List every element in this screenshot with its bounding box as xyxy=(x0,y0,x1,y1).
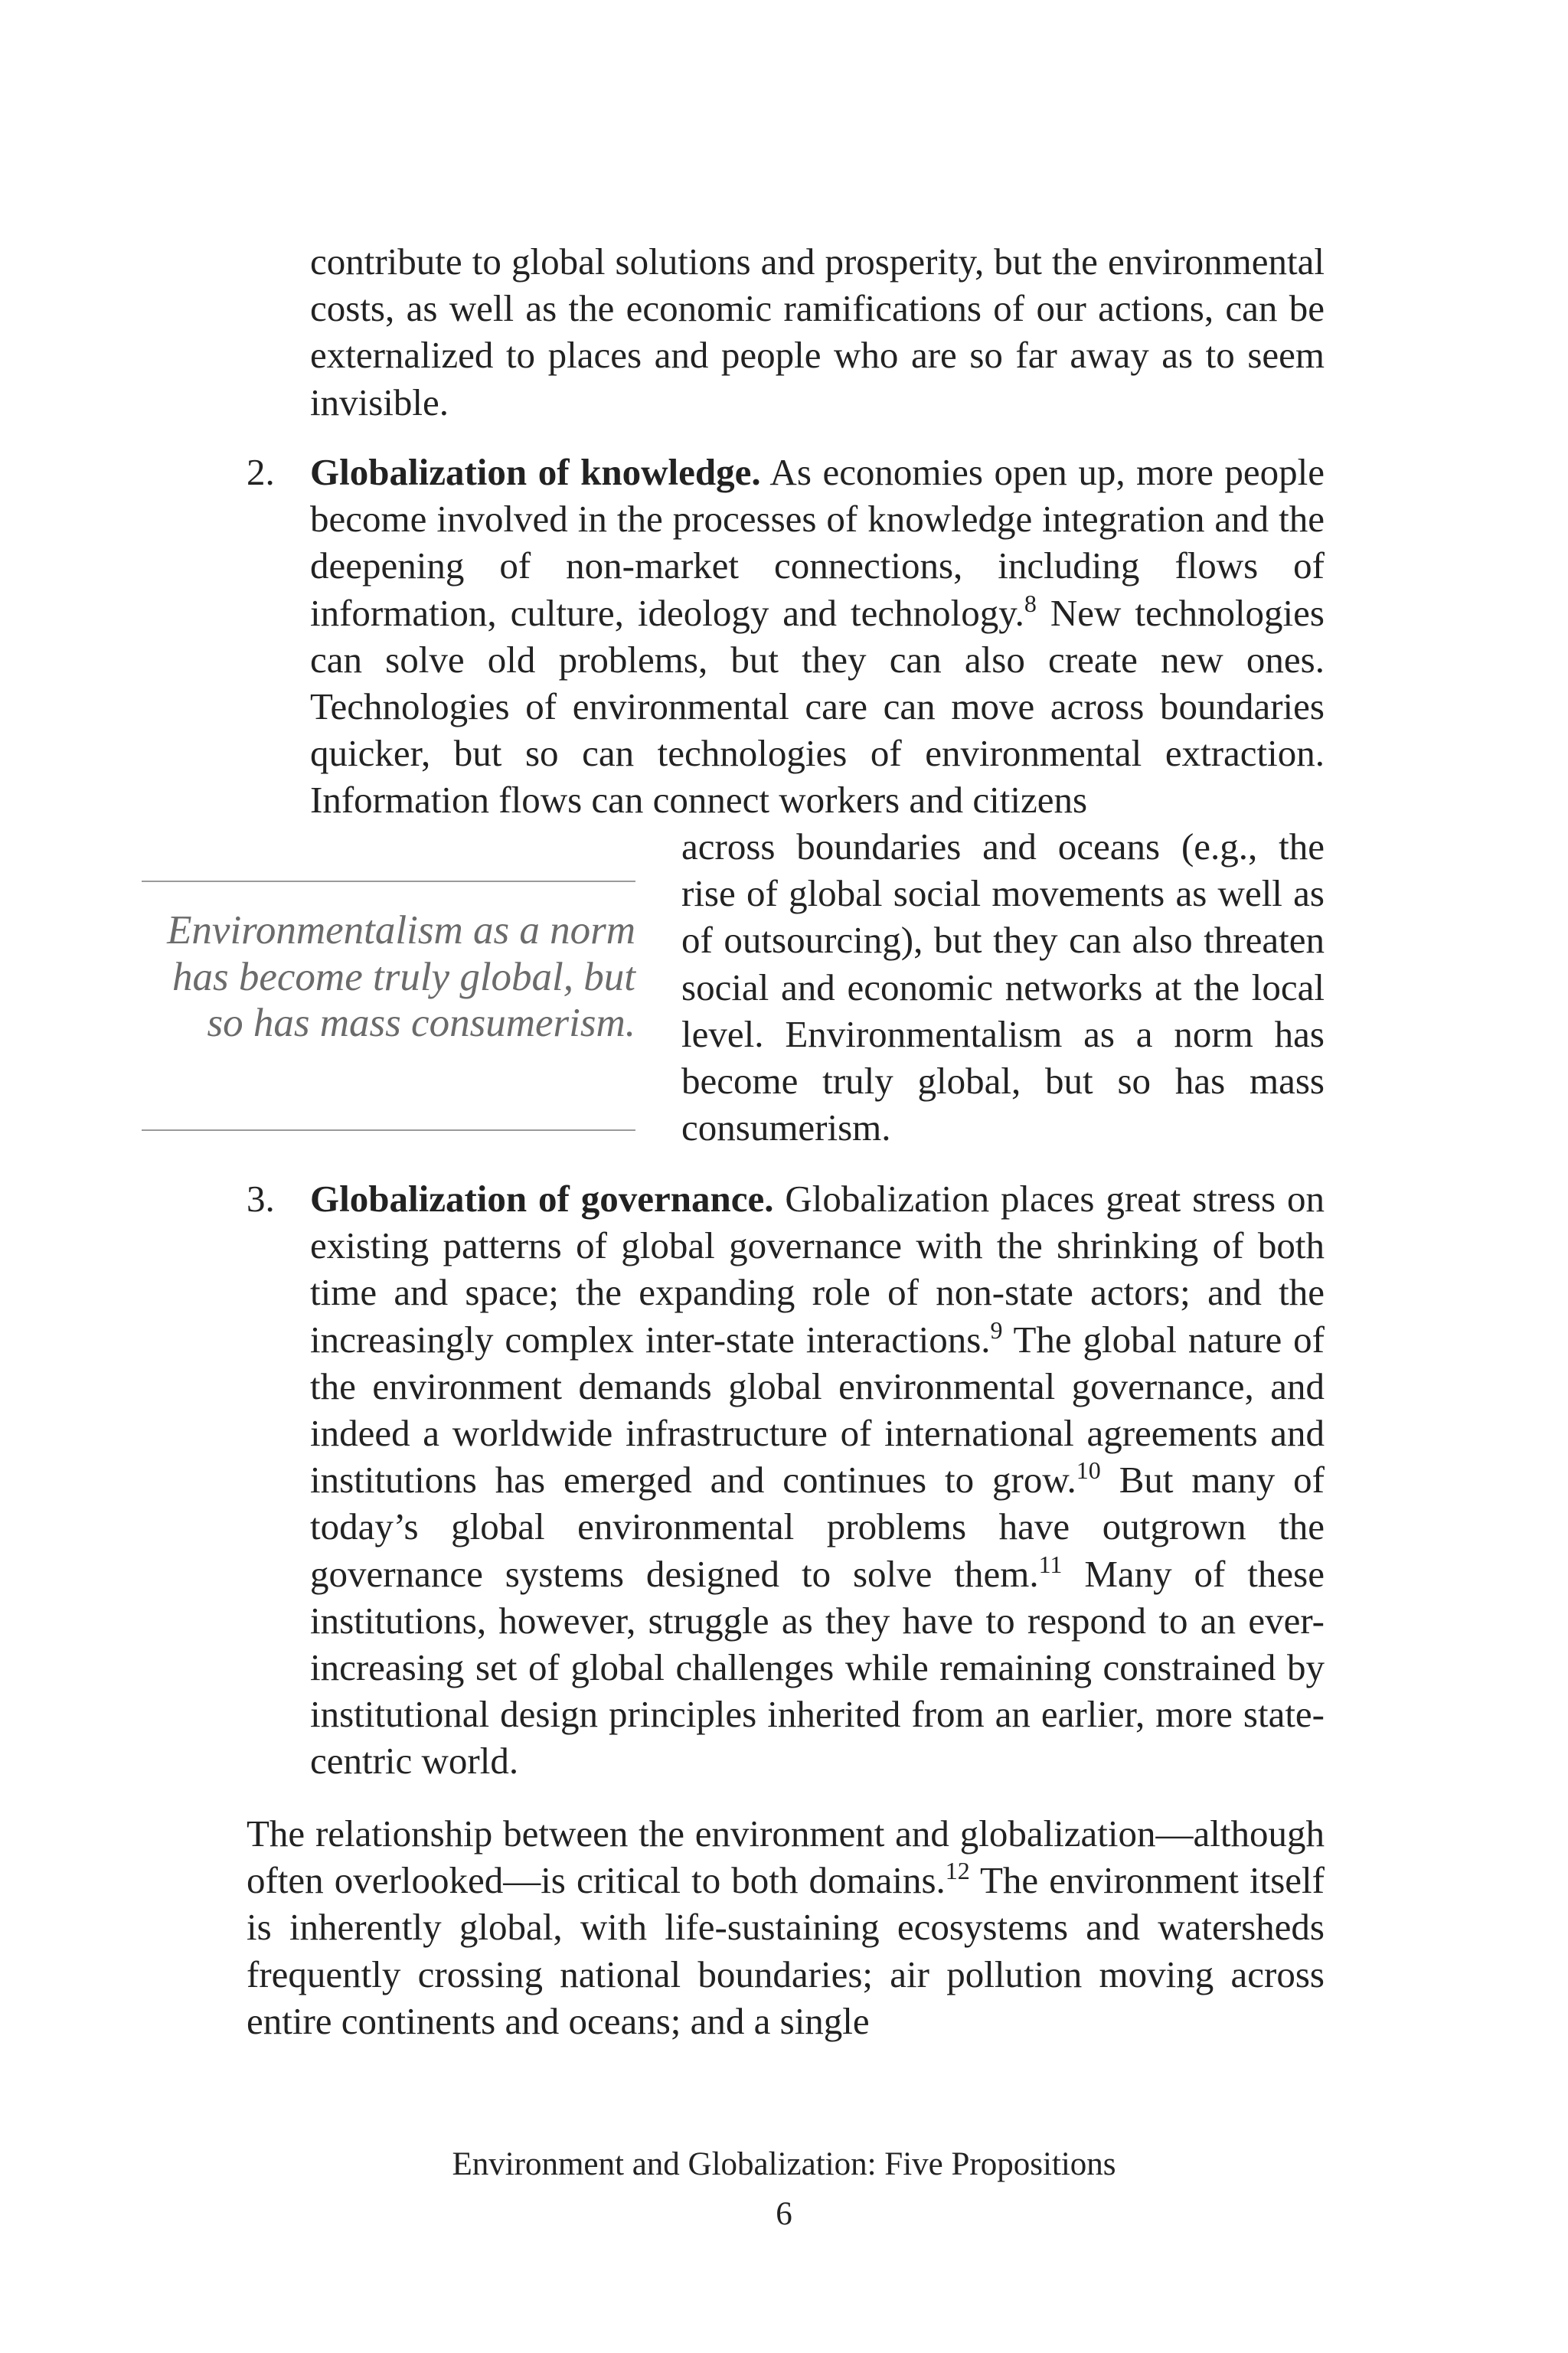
pull-quote: Environmentalism as a norm has become truly global, but so has mass consumerism. xyxy=(167,908,635,1045)
list-item-knowledge-wrapped xyxy=(681,823,1325,1151)
footnote-ref: 12 xyxy=(945,1857,970,1885)
list-number-3: 3. xyxy=(247,1178,275,1220)
list-item-heading: Globalization of governance. xyxy=(310,1178,774,1220)
list-item-governance xyxy=(310,1175,1325,1785)
list-item-text: Many of these institutions, however, struggle as they have to respond to an ever-increasing set of global challenges while remaining constrained by institutional design principles inherited from an earlier, more state-centric world. xyxy=(310,1552,1325,1783)
list-item-text: across boundaries and oceans (e.g., the rise of global social movements as well as of outsourcing), but they can also threaten social and economic networks at the local level. Environmentalism as a norm has become truly global, but so has mass consumerism. xyxy=(681,825,1325,1149)
paragraph-text: The environment itself is inherently global, with life-sustaining ecosystems and watersheds frequently crossing national boundaries; air pollution moving across entire continents and oceans; and a single xyxy=(247,1859,1325,2042)
list-item-text: The global nature of the environment demands global environmental governance, and indeed a worldwide infrastructure of international agreements and institutions has emerged and continues to grow. xyxy=(310,1318,1325,1502)
paragraph-continuation xyxy=(310,238,1325,426)
pull-quote-top-rule xyxy=(142,881,635,882)
paragraph-relationship xyxy=(247,1810,1325,2044)
paragraph-text: The relationship between the environment and globalization—although often overlooked—is critical to both domains. xyxy=(247,1812,1325,1902)
list-item-text: But many of today’s global environmental problems have outgrown the governance systems designed to solve them. xyxy=(310,1459,1325,1595)
footnote-ref: 11 xyxy=(1038,1550,1063,1578)
footnote-ref: 8 xyxy=(1024,589,1037,617)
page-number: 6 xyxy=(776,2196,792,2232)
list-item-text: New technologies can solve old problems, but they can also create new ones. Technologies of environmental care can move across boundaries quicker, but so can technologies of environmental extraction. Information flows can connect workers and citizens xyxy=(310,591,1325,822)
list-item-knowledge xyxy=(310,449,1325,824)
pull-quote-bottom-rule xyxy=(142,1129,635,1131)
paragraph-text: contribute to global solutions and prosperity, but the environmental costs, as well as the economic ramifications of our actions, can be externalized to places and people who are so far away as to seem invisible. xyxy=(310,240,1325,423)
list-item-text: As economies open up, more people become involved in the processes of knowledge integration and the deepening of non-market connections, including flows of information, culture, ideology and technology. xyxy=(310,451,1325,634)
running-footer-title: Environment and Globalization: Five Propositions xyxy=(452,2146,1116,2182)
list-number-2: 2. xyxy=(247,451,275,493)
footnote-ref: 9 xyxy=(990,1315,1003,1344)
footnote-ref: 10 xyxy=(1076,1456,1101,1485)
list-item-heading: Globalization of knowledge. xyxy=(310,451,761,493)
list-item-text: Globalization places great stress on existing patterns of global governance with the shrinking of both time and space; the expanding role of non-state actors; and the increasingly complex inter-state interactions. xyxy=(310,1178,1325,1361)
